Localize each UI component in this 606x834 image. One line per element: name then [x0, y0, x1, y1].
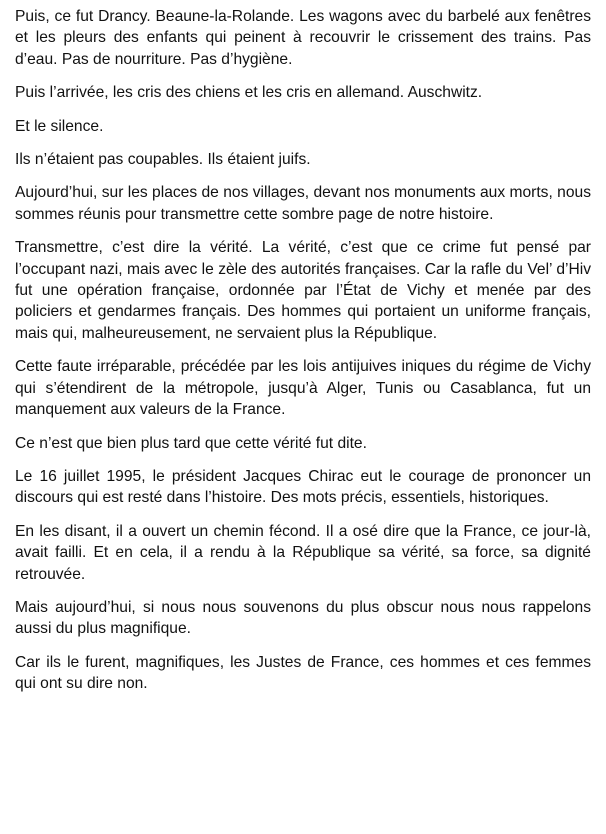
paragraph-6: Transmettre, c’est dire la vérité. La vérité, c’est que ce crime fut pensé par l’occupant nazi, mais avec le zèle des autorités françaises. Car la rafle du Vel’ d’Hiv fut une opération française, ordonnée par l’État de Vichy et menée par des policiers et gendarmes français. Des hommes qui portaient un uniforme français, mais qui, malheureusement, ne servaient plus la République. [15, 239, 591, 342]
paragraph-5: Aujourd’hui, sur les places de nos villages, devant nos monuments aux morts, nous sommes réunis pour transmettre cette sombre page de notre histoire. [15, 184, 591, 223]
paragraph-4: Ils n’étaient pas coupables. Ils étaient juifs. [15, 151, 311, 169]
paragraph-11: Mais aujourd’hui, si nous nous souvenons du plus obscur nous nous rappelons aussi du plus magnifique. [15, 598, 591, 638]
paragraph-9: Le 16 juillet 1995, le président Jacques Chirac eut le courage de prononcer un discours qui est resté dans l’histoire. Des mots précis, essentiels, historiques. [15, 467, 591, 507]
paragraph-7: Cette faute irréparable, précédée par les lois antijuives iniques du régime de Vichy qui s’étendirent de la métropole, jusqu’à Alger, Tunis ou Casablanca, fut un manquement aux valeurs de la France. [15, 358, 591, 419]
paragraph-12: Car ils le furent, magnifiques, les Justes de France, ces hommes et ces femmes qui ont su dire non. [15, 653, 591, 693]
paragraph-2: Puis l’arrivée, les cris des chiens et les cris en allemand. Auschwitz. [15, 84, 483, 102]
paragraph-10: En les disant, il a ouvert un chemin fécond. Il a osé dire que la France, ce jour-là, avait failli. Et en cela, il a rendu à la République sa vérité, sa force, sa dignité retrouvée. [15, 522, 591, 583]
paragraph-1: Puis, ce fut Drancy. Beaune-la-Rolande. Les wagons avec du barbelé aux fenêtres et les pleurs des enfants qui peinent à recouvrir le crissement des trains. Pas d’eau. Pas de nourriture. Pas d’hygiène. [15, 8, 591, 68]
paragraph-3: Et le silence. [15, 117, 104, 135]
paragraph-8: Ce n’est que bien plus tard que cette vérité fut dite. [15, 434, 367, 452]
